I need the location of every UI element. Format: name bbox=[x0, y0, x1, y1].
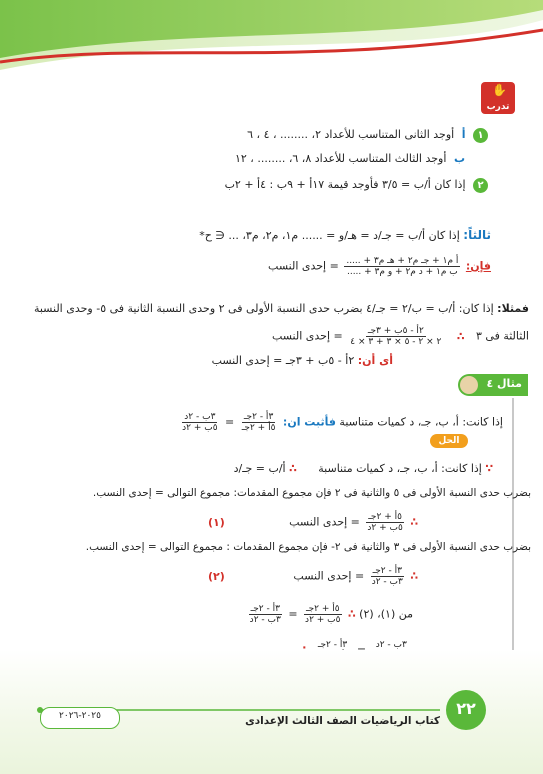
third-property bbox=[199, 228, 491, 243]
fraction-numerator: ٣ب - ٢د bbox=[184, 412, 216, 422]
exercise-1a bbox=[247, 128, 488, 143]
step-6-rhs bbox=[248, 604, 283, 625]
therefore-symbol: ∴ bbox=[410, 569, 418, 583]
therefore-symbol: ∴ bbox=[348, 607, 356, 621]
fraction-denominator: ٥ب + ٢د bbox=[367, 523, 403, 533]
ratio-text: أ/ب = جـ/د bbox=[233, 462, 286, 475]
exercise-2 bbox=[225, 178, 488, 193]
step-text: إذا كانت: أ، ب، جـ، د كميات متناسبة bbox=[318, 462, 482, 475]
fraction-numerator: أ م١ + جـ م٢ + هـ م٣ + ..... bbox=[346, 256, 459, 266]
badge-label: تدرب bbox=[486, 102, 510, 112]
fraction-numerator: ٥أ + ٢جـ bbox=[368, 512, 402, 522]
property-text: إذا كان أ/ب = جـ/د = هـ/و = ...... م١، م٢، م٣، ... ∈ ح* bbox=[199, 229, 460, 242]
step-3-fraction bbox=[365, 512, 404, 533]
prove-rhs bbox=[180, 412, 219, 433]
fraction-numerator: ٣أ - ٢جـ bbox=[243, 412, 274, 422]
practice-badge bbox=[481, 82, 515, 114]
exercise-1b bbox=[235, 152, 465, 166]
badge-icon: ✋ bbox=[492, 83, 507, 97]
property-fraction bbox=[344, 256, 460, 277]
fraction-result: = إحدى النسب bbox=[268, 259, 339, 273]
fraction-result: = إحدى النسب bbox=[289, 515, 360, 529]
fraction-denominator: ٥أ + ٢جـ bbox=[241, 423, 276, 433]
example-label: فمثلا: bbox=[497, 302, 529, 315]
prove-lhs bbox=[240, 412, 278, 433]
example-text: الثالثة فى ٣ bbox=[476, 329, 529, 343]
fraction-result: = إحدى النسب bbox=[271, 329, 343, 343]
header-wave bbox=[0, 0, 543, 80]
section-label: ثالثاً: bbox=[463, 228, 491, 242]
conclusion-text: ٢أ - ٥ب + ٣جـ = إحدى النسب bbox=[211, 354, 355, 367]
step-6-lhs bbox=[303, 604, 342, 625]
equals-sign: = bbox=[288, 607, 298, 621]
solution-step-2 bbox=[93, 486, 531, 500]
fraction-denominator: ٥ب + ٢د bbox=[182, 423, 218, 433]
therefore-symbol: ∴ bbox=[456, 329, 465, 343]
example-conclusion bbox=[212, 354, 393, 368]
fraction-result: = إحدى النسب bbox=[293, 569, 365, 583]
exercise-number: ١ bbox=[473, 128, 488, 143]
fraction-numerator: ٣أ - ٢جـ bbox=[317, 640, 348, 650]
book-title: كتاب الرياضيات الصف الثالث الإعدادى bbox=[245, 715, 440, 727]
fraction-denominator: ٢ × ٢ - ٥ × ٣ + ٣ × ٤ bbox=[350, 337, 442, 347]
since-symbol: ∵ bbox=[485, 462, 493, 475]
fraction-denominator: ٣ب - ٢د bbox=[249, 615, 281, 625]
example-4-tab bbox=[458, 374, 528, 396]
fraction-numerator: ٣ب - ٢د bbox=[375, 640, 407, 650]
from-label: من (١)، (٢) bbox=[359, 607, 413, 621]
example-vertical-bar bbox=[512, 398, 514, 678]
therefore-symbol: ∴ bbox=[410, 515, 418, 529]
exercise-number: ٢ bbox=[473, 178, 488, 193]
solution-step-4 bbox=[86, 540, 531, 554]
equation-number-1: (١) bbox=[208, 516, 225, 529]
example-text: إذا كان: أ/ب = ب/٢ = جـ/٤ بضرب حدى النسبة الأولى فى ٢ وحدى النسبة الثانية فى ٥- وحدى النسبة bbox=[33, 302, 494, 315]
example-fraction bbox=[348, 326, 443, 347]
third-then bbox=[268, 256, 491, 277]
equation-number-2: (٢) bbox=[208, 570, 225, 583]
year-text: ٢٠٢٥-٢٠٢٦ bbox=[59, 711, 101, 721]
page-number-badge bbox=[446, 690, 486, 730]
statement-text: إذا كانت: أ، ب، جـ، د كميات متناسبة bbox=[339, 415, 503, 429]
year-box bbox=[40, 707, 120, 729]
solution-step-1 bbox=[234, 462, 493, 476]
example-4-label: مثال ٤ bbox=[486, 377, 522, 390]
exercise-text: أوجد الثانى المتناسب للأعداد ٢، ........ ، ٤ ، ٦ bbox=[247, 128, 455, 141]
solution-step-5 bbox=[293, 566, 418, 587]
exercise-text: إذا كان أ/ب = ٣/٥ فأوجد قيمة ١٧أ + ٩ب : ٤أ + ٢ب bbox=[224, 178, 466, 191]
fraction-denominator: ب م١ + د م٢ + و م٣ + ..... bbox=[346, 267, 458, 277]
solution-step-3 bbox=[289, 512, 418, 533]
fraction-numerator: ٣أ - ٢جـ bbox=[250, 604, 280, 614]
solution-badge bbox=[430, 434, 468, 448]
therefore-symbol: ∴ bbox=[289, 462, 297, 475]
teacher-icon bbox=[460, 376, 478, 394]
fraction-numerator: ٣أ - ٢جـ bbox=[372, 566, 402, 576]
step-5-fraction bbox=[370, 566, 405, 587]
solution-label: الحل bbox=[438, 436, 460, 446]
fraction-denominator: ٣ب - ٢د bbox=[371, 577, 403, 587]
example-line-2 bbox=[272, 326, 529, 347]
example-4-statement bbox=[178, 412, 503, 433]
then-label: فإن: bbox=[465, 259, 491, 273]
part-letter: ب bbox=[453, 152, 465, 165]
step-text: بضرب حدى النسبة الأولى فى ٥ والثانية فى ٢ فإن مجموع المقدمات: مجموع التوالى = إحدى النسب. bbox=[92, 487, 531, 499]
fraction-numerator: ٢أ - ٥ب + ٣جـ bbox=[367, 326, 424, 336]
part-letter: أ bbox=[461, 128, 466, 141]
prove-label: فأثبت ان: bbox=[282, 415, 336, 429]
solution-step-6 bbox=[246, 604, 413, 625]
conclusion-label: أى أن: bbox=[357, 354, 393, 367]
exercise-text: أوجد الثالث المتناسب للأعداد ٨، ٦، ........ ، ١٢ bbox=[234, 152, 447, 165]
step-text: بضرب حدى النسبة الأولى فى ٣ والثانية فى ٢- فإن مجموع المقدمات : مجموع التوالى = إحدى النسب. bbox=[85, 541, 531, 553]
equals-sign: = bbox=[225, 415, 235, 429]
fraction-numerator: ٥أ + ٢جـ bbox=[305, 604, 340, 614]
example-line-1 bbox=[34, 302, 529, 316]
fraction-denominator: ٥ب + ٢د bbox=[305, 615, 341, 625]
page-number: ٢٢ bbox=[456, 699, 476, 718]
